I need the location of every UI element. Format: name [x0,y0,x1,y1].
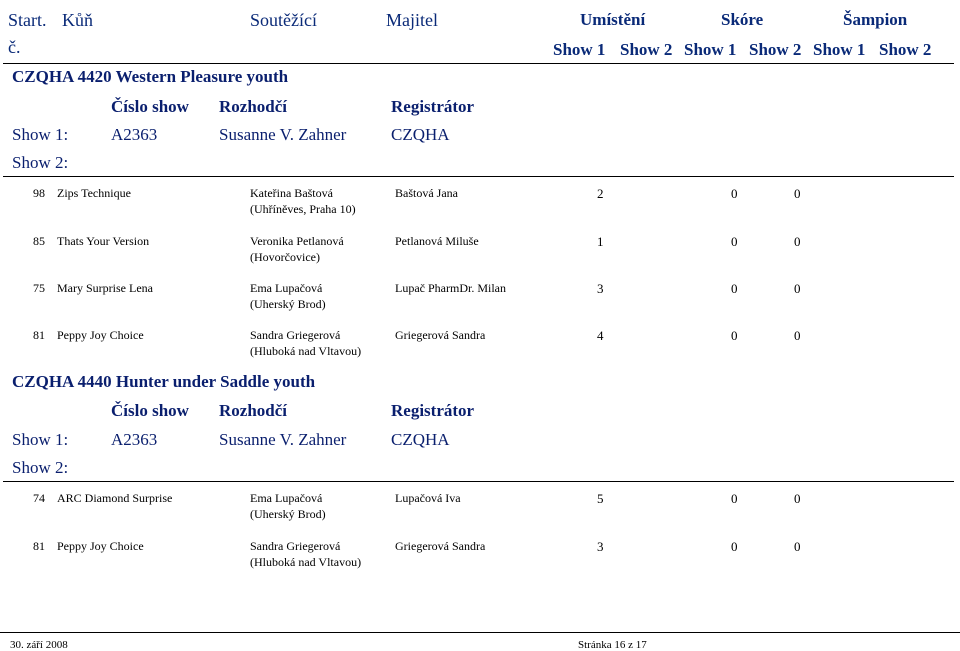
entry-rider-place: (Uhříněves, Praha 10) [250,202,356,216]
col-show-no: Číslo show [111,401,189,420]
entry-placing: 4 [597,328,604,343]
col-registrar: Registrátor [391,97,475,116]
entry-placing: 3 [597,539,604,554]
entry-horse: Peppy Joy Choice [57,539,144,553]
entry-rider: Veronika Petlanová [250,234,344,248]
header-competitor: Soutěžící [250,10,317,30]
entry-start-no: 81 [33,539,45,553]
entry-rider: Sandra Griegerová [250,328,341,342]
header-start-no-2: č. [8,37,21,57]
entry-owner: Griegerová Sandra [395,539,486,553]
entry-rider-place: (Hluboká nad Vltavou) [250,344,362,358]
entry-rider: Sandra Griegerová [250,539,341,553]
entry-start-no: 81 [33,328,45,342]
header-champion: Šampion [843,10,908,29]
show1-registrar: CZQHA [391,125,450,144]
show1-number: A2363 [111,125,158,144]
entry-owner: Lupačová Iva [395,491,461,505]
entry-rider-place: (Uherský Brod) [250,507,326,521]
entry-horse: Thats Your Version [57,234,150,248]
col-judge: Rozhodčí [219,401,287,420]
entry-score-1: 0 [731,281,738,296]
entry-horse: Zips Technique [57,186,131,200]
entry-score-1: 0 [731,539,738,554]
header-show-label: Show 1 [813,40,866,59]
entry-score-1: 0 [731,491,738,506]
header-show-label: Show 1 [684,40,737,59]
show1-registrar: CZQHA [391,430,450,449]
header-show-label: Show 2 [749,40,802,59]
show2-label: Show 2: [12,458,69,477]
entry-placing: 1 [597,234,604,249]
show1-label: Show 1: [12,430,69,449]
entry-score-2: 0 [794,281,801,296]
entry-rider-place: (Uherský Brod) [250,297,326,311]
col-registrar: Registrátor [391,401,475,420]
footer-page-number: Stránka 16 z 17 [578,639,647,651]
entry-rider: Kateřina Baštová [250,186,333,200]
entry-rider: Ema Lupačová [250,281,323,295]
header-horse: Kůň [62,10,93,30]
header-placing: Umístění [580,10,646,29]
header-show-label: Show 1 [553,40,606,59]
entry-horse: Peppy Joy Choice [57,328,144,342]
entry-start-no: 74 [33,491,45,505]
entry-score-2: 0 [794,186,801,201]
show1-judge: Susanne V. Zahner [219,430,347,449]
entry-score-1: 0 [731,186,738,201]
entry-score-2: 0 [794,491,801,506]
entry-start-no: 75 [33,281,45,295]
entry-start-no: 85 [33,234,45,248]
entry-placing: 3 [597,281,604,296]
entry-owner: Petlanová Miluše [395,234,479,248]
entry-owner: Baštová Jana [395,186,458,200]
header-start-no-1: Start. [8,10,47,30]
col-show-no: Číslo show [111,97,189,116]
show2-label: Show 2: [12,153,69,172]
class-divider [3,481,954,482]
entry-score-1: 0 [731,234,738,249]
class-title: CZQHA 4440 Hunter under Saddle youth [12,372,316,391]
col-judge: Rozhodčí [219,97,287,116]
footer-date: 30. září 2008 [10,639,68,651]
entry-owner: Griegerová Sandra [395,328,486,342]
header-score: Skóre [721,10,764,29]
entry-owner: Lupač PharmDr. Milan [395,281,506,295]
entry-rider-place: (Hluboká nad Vltavou) [250,555,362,569]
entry-rider: Ema Lupačová [250,491,323,505]
class-title: CZQHA 4420 Western Pleasure youth [12,67,289,86]
footer-divider [0,632,960,633]
header-show-label: Show 2 [620,40,673,59]
entry-horse: Mary Surprise Lena [57,281,153,295]
entry-placing: 2 [597,186,604,201]
show1-label: Show 1: [12,125,69,144]
class-divider [3,176,954,177]
show1-judge: Susanne V. Zahner [219,125,347,144]
header-show-label: Show 2 [879,40,932,59]
header-owner: Majitel [386,10,438,30]
show1-number: A2363 [111,430,158,449]
entry-score-2: 0 [794,539,801,554]
entry-score-1: 0 [731,328,738,343]
entry-placing: 5 [597,491,604,506]
header-divider [3,63,954,64]
entry-score-2: 0 [794,328,801,343]
entry-horse: ARC Diamond Surprise [57,491,173,505]
entry-score-2: 0 [794,234,801,249]
entry-start-no: 98 [33,186,45,200]
entry-rider-place: (Hovorčovice) [250,250,320,264]
